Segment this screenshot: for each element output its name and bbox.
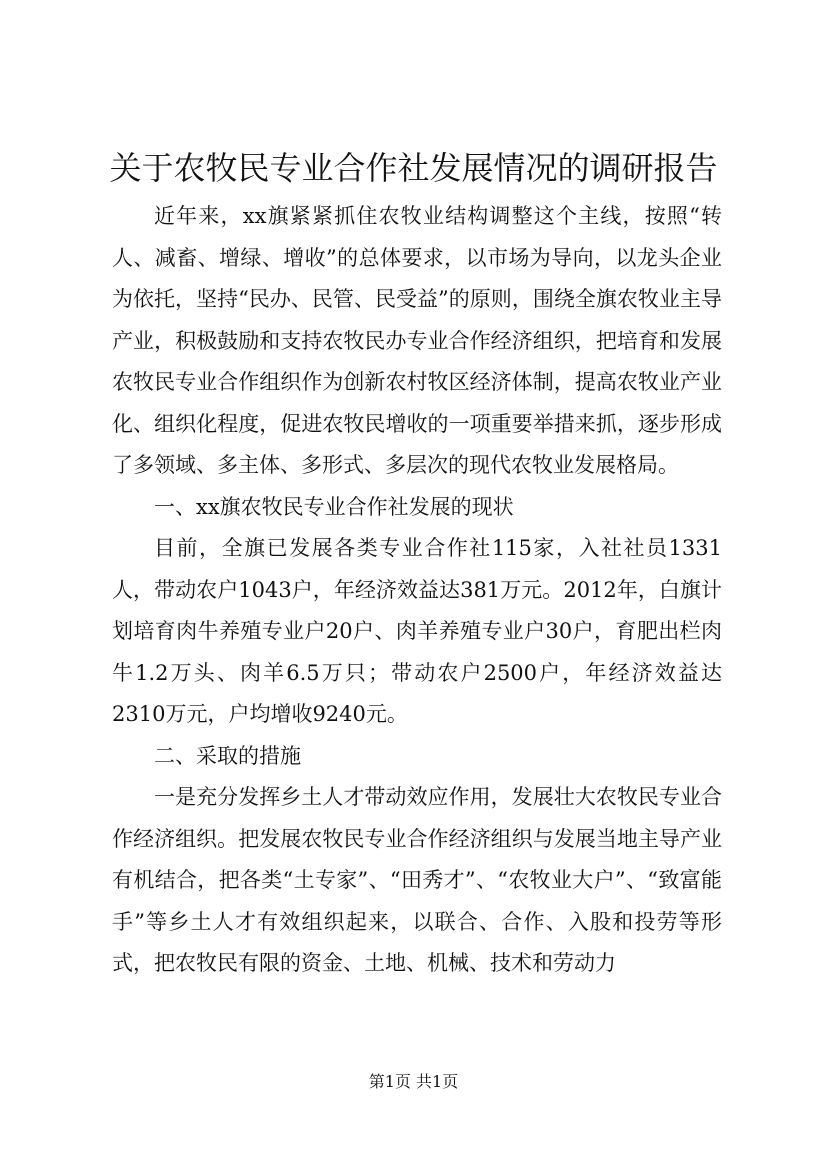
- intro-paragraph: 近年来，xx旗紧紧抓住农牧业结构调整这个主线，按照“转人、减畜、增绿、增收”的总体要求，以市场为导向，以龙头企业为依托，坚持“民办、民管、民受益”的原则，围绕全旗农牧业主导产业，积极鼓励和支持农牧民办专业合作经济组织，把培育和发展农牧民专业合作组织作为创新农村牧区经济体制，提高农牧业产业化、组织化程度，促进农牧民增收的一项重要举措来抓，逐步形成了多领域、多主体、多形式、多层次的现代农牧业发展格局。: [112, 204, 722, 477]
- document-body: [112, 196, 722, 985]
- section-heading-status: 一、xx旗农牧民专业合作社发展的现状: [154, 494, 514, 519]
- page-footer: 第1页 共1页: [368, 1072, 459, 1091]
- status-paragraph: 目前，全旗已发展各类专业合作社115家，入社社员1331人，带动农户1043户，年经济效益达381万元。2012年，白旗计划培育肉牛养殖专业户20户、肉羊养殖专业户30户，育肥出栏肉牛1.2万头、肉羊6.5万只；带动农户2500户，年经济效益达2310万元，户均增收9240元。: [112, 536, 722, 726]
- document-title: 关于农牧民专业合作社发展情况的调研报告: [109, 149, 718, 187]
- section-heading-measures: 二、采取的措施: [154, 743, 301, 768]
- measures-paragraph: 一是充分发挥乡土人才带动效应作用，发展壮大农牧民专业合作经济组织。把发展农牧民专业合作经济组织与发展当地主导产业有机结合，把各类“土专家”、“田秀才”、“农牧业大户”、“致富能手”等乡土人才有效组织起来，以联合、合作、入股和投劳等形式，把农牧民有限的资金、土地、机械、技术和劳动力: [112, 785, 722, 975]
